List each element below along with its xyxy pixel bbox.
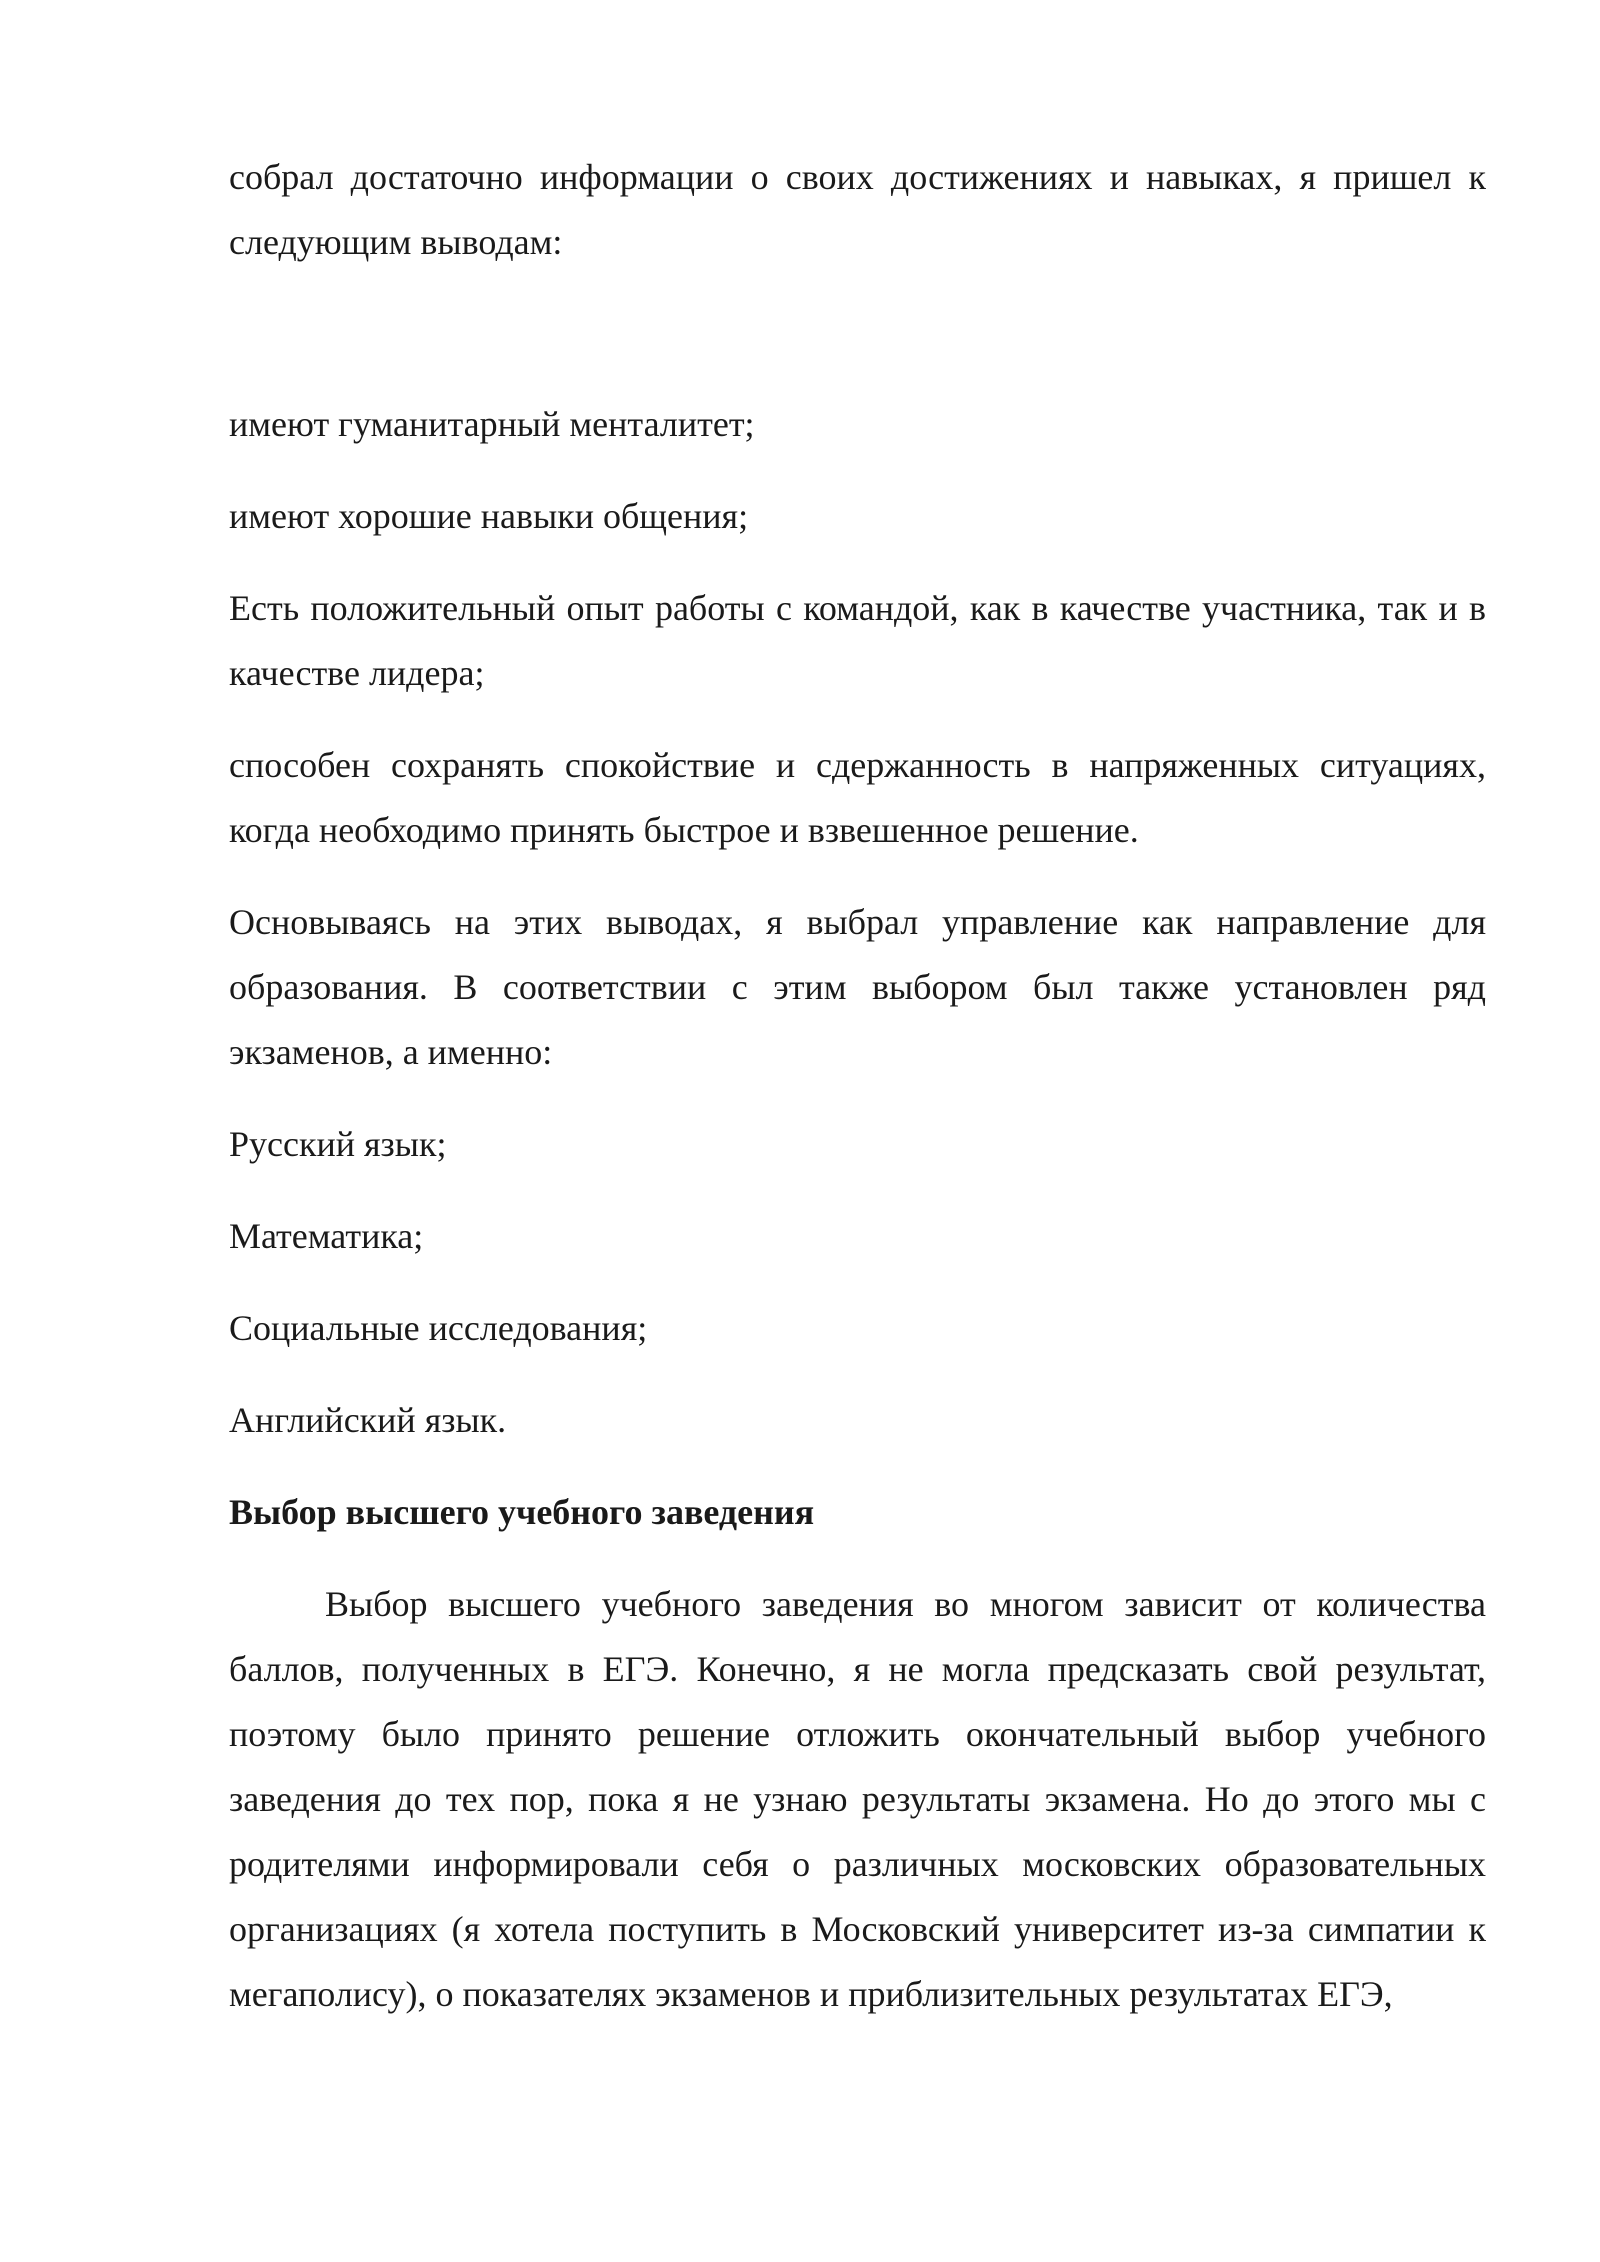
conclusion-item-3: Есть положительный опыт работы с командой, как в качестве участника, так и в качестве лидера; — [229, 588, 1486, 693]
section-heading: Выбор высшего учебного заведения — [229, 1492, 815, 1532]
conclusion-item-1: имеют гуманитарный менталитет; — [229, 404, 755, 444]
choice-paragraph: Основываясь на этих выводах, я выбрал управление как направление для образования. В соответствии с этим выбором был также установлен ряд экзаменов, а именно: — [229, 902, 1486, 1072]
exam-item-1: Русский язык; — [229, 1124, 447, 1164]
intro-paragraph: собрал достаточно информации о своих достижениях и навыках, я пришел к следующим выводам: — [229, 157, 1486, 262]
conclusion-item-2: имеют хорошие навыки общения; — [229, 496, 749, 536]
section-paragraph: Выбор высшего учебного заведения во многом зависит от количества баллов, полученных в ЕГЭ. Конечно, я не могла предсказать свой результат, поэтому было принято решение отложить окончательный выбор учебного заведения до тех пор, пока я не узнаю результаты экзамена. Но до этого мы с родителями информировали себя о различных московских образовательных организациях (я хотела поступить в Московский университет из-за симпатии к мегаполису), о показателях экзаменов и приблизительных результатах ЕГЭ, — [229, 1584, 1486, 2014]
exam-item-2: Математика; — [229, 1216, 424, 1256]
conclusion-item-4: способен сохранять спокойствие и сдержанность в напряженных ситуациях, когда необходимо принять быстрое и взвешенное решение. — [229, 745, 1486, 850]
exam-item-3: Социальные исследования; — [229, 1308, 648, 1348]
exam-item-4: Английский язык. — [229, 1400, 507, 1440]
